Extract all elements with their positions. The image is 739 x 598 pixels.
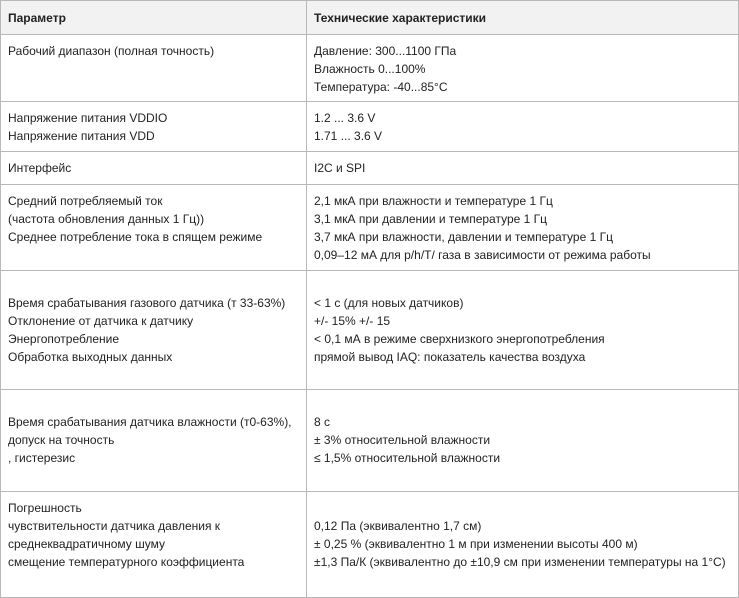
spec-line: 8 с: [314, 415, 331, 429]
spec-line: 3,7 мкА при влажности, давлении и температуре 1 Гц: [314, 230, 613, 244]
spec-cell: [307, 492, 739, 598]
spec-cell: [307, 271, 739, 390]
spec-line: < 0,1 мА в режиме сверхнизкого энергопотребления: [314, 332, 605, 346]
header-spec: Технические характеристики: [307, 1, 739, 35]
spec-line: Влажность 0...100%: [314, 62, 426, 76]
param-line: Отклонение от датчика к датчику: [8, 314, 194, 328]
param-line: допуск на точность: [8, 433, 115, 447]
param-line: (частота обновления данных 1 Гц)): [8, 212, 205, 226]
param-line: Рабочий диапазон (полная точность): [8, 44, 215, 58]
spec-cell: [307, 35, 739, 102]
param-line: Погрешность: [8, 501, 82, 515]
table-header-row: [1, 1, 739, 35]
spec-line: Температура: -40...85°C: [314, 80, 448, 94]
param-line: Среднее потребление тока в спящем режиме: [8, 230, 263, 244]
param-line: , гистерезис: [8, 451, 76, 465]
spec-line: ≤ 1,5% относительной влажности: [314, 451, 501, 465]
param-cell: [1, 185, 307, 271]
spec-line: +/- 15% +/- 15: [314, 314, 391, 328]
spec-line: 2,1 мкА при влажности и температуре 1 Гц: [314, 194, 553, 208]
table-row: [1, 492, 739, 598]
param-line: чувствительности датчика давления к среднеквадратичному шуму: [8, 519, 221, 551]
spec-line: Давление: 300...1100 ГПа: [314, 44, 457, 58]
param-line: Средний потребляемый ток: [8, 194, 163, 208]
param-cell: [1, 492, 307, 598]
table-row: [1, 35, 739, 102]
spec-line: 0,09–12 мА для p/h/T/ газа в зависимости от режима работы: [314, 248, 651, 262]
spec-line: прямой вывод IAQ: показатель качества воздуха: [314, 350, 586, 364]
spec-line: ± 0,25 % (эквивалентно 1 м при изменении высоты 400 м): [314, 537, 638, 551]
table-row: [1, 390, 739, 492]
spec-cell: [307, 390, 739, 492]
param-line: Напряжение питания VDD: [8, 129, 155, 143]
spec-cell: [307, 185, 739, 271]
param-line: Время срабатывания датчика влажности (т0-63%),: [8, 415, 292, 429]
param-cell: [1, 152, 307, 185]
param-line: Время срабатывания газового датчика (т 33-63%): [8, 296, 286, 310]
header-param: Параметр: [1, 1, 307, 35]
table-row: [1, 102, 739, 152]
spec-line: ±1,3 Па/К (эквивалентно до ±10,9 см при изменении температуры на 1°C): [314, 555, 726, 569]
spec-cell: [307, 102, 739, 152]
param-cell: [1, 390, 307, 492]
spec-line: 3,1 мкА при давлении и температуре 1 Гц: [314, 212, 548, 226]
spec-line: 1.71 ... 3.6 V: [314, 129, 383, 143]
param-line: Энергопотребление: [8, 332, 120, 346]
spec-line: I2C и SPI: [314, 161, 366, 175]
param-line: Обработка выходных данных: [8, 350, 173, 364]
param-cell: [1, 271, 307, 390]
spec-line: 1.2 ... 3.6 V: [314, 111, 376, 125]
param-cell: [1, 35, 307, 102]
spec-line: 0,12 Па (эквивалентно 1,7 см): [314, 519, 482, 533]
table-row: [1, 185, 739, 271]
param-cell: [1, 102, 307, 152]
param-line: смещение температурного коэффициента: [8, 555, 245, 569]
table-row: [1, 152, 739, 185]
spec-cell: [307, 152, 739, 185]
param-line: Интерфейс: [8, 161, 72, 175]
table-row: [1, 271, 739, 390]
spec-line: ± 3% относительной влажности: [314, 433, 491, 447]
spec-line: < 1 с (для новых датчиков): [314, 296, 464, 310]
param-line: Напряжение питания VDDIO: [8, 111, 168, 125]
